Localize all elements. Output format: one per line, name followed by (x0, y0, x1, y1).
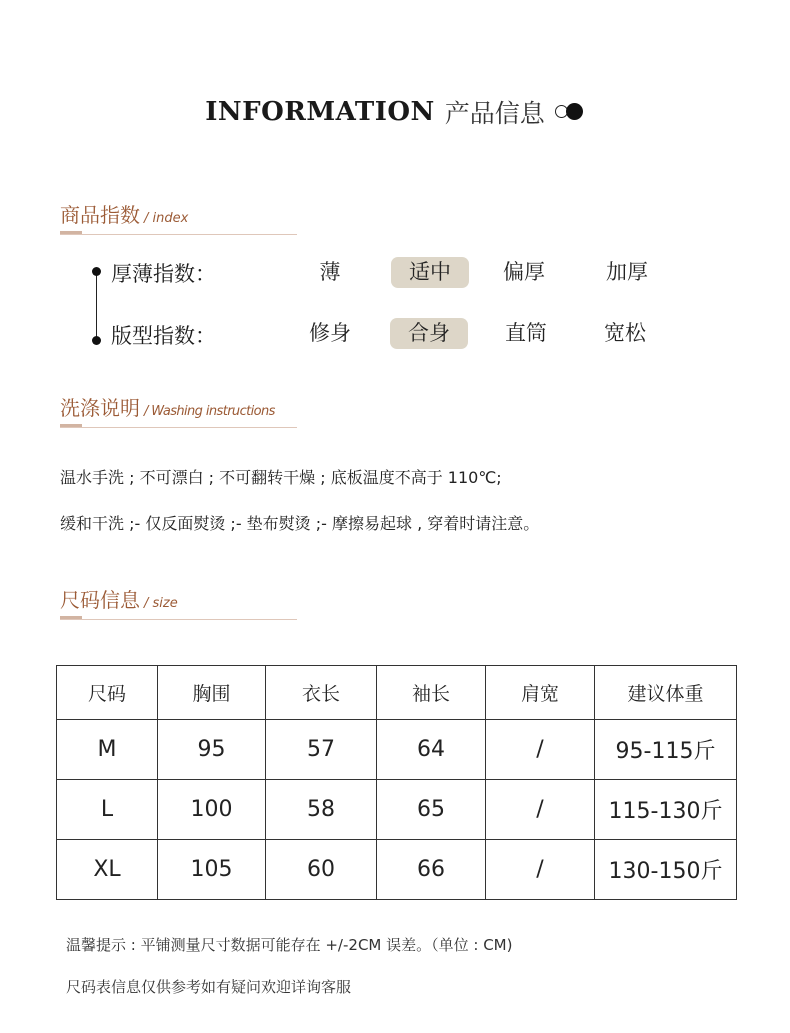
table-cell: 57 (266, 720, 377, 780)
reference-note: 尺码表信息仅供参考如有疑问欢迎详询客服 (66, 978, 352, 996)
table-cell: 130-150斤 (595, 840, 737, 900)
washing-instruction-line: 缓和干洗 ;- 仅反面熨烫 ;- 垫布熨烫 ;- 摩擦易起球 , 穿着时请注意。 (60, 514, 540, 533)
section-divider (60, 427, 297, 428)
fit-option-selected: 合身 (390, 318, 468, 349)
bullet-dot-icon (92, 267, 101, 276)
index-section-title (60, 199, 188, 228)
table-cell: 64 (377, 720, 486, 780)
table-header-row (57, 666, 737, 720)
thickness-option: 薄 (319, 260, 341, 284)
index-title-cn: 商品指数 (60, 203, 140, 227)
washing-section-title (60, 392, 275, 421)
thickness-option: 加厚 (606, 260, 648, 284)
table-row (57, 720, 737, 780)
table-header-cell: 肩宽 (486, 666, 595, 720)
measurement-note: 温馨提示 : 平铺测量尺寸数据可能存在 +/-2CM 误差。（单位 : CM) (66, 936, 513, 954)
header-title-cn: 产品信息 (444, 99, 545, 128)
size-title-en: / size (144, 596, 178, 611)
table-cell: 115-130斤 (595, 780, 737, 840)
table-header-cell: 袖长 (377, 666, 486, 720)
circles-icon (555, 102, 585, 122)
table-cell: 105 (158, 840, 266, 900)
table-cell: 95-115斤 (595, 720, 737, 780)
table-cell: L (57, 780, 158, 840)
bullet-dot-icon (92, 336, 101, 345)
section-accent (60, 424, 82, 427)
section-accent (60, 231, 82, 234)
washing-title-en: / Washing instructions (144, 404, 275, 419)
washing-title-cn: 洗涤说明 (60, 396, 140, 420)
index-connector-line (96, 274, 97, 340)
table-cell: 58 (266, 780, 377, 840)
header-title-en: INFORMATION (205, 97, 435, 127)
table-cell: / (486, 840, 595, 900)
table-cell: 66 (377, 840, 486, 900)
table-cell: 60 (266, 840, 377, 900)
table-header-cell: 胸围 (158, 666, 266, 720)
fit-option: 宽松 (604, 321, 646, 345)
size-title-cn: 尺码信息 (60, 588, 140, 612)
table-header-cell: 衣长 (266, 666, 377, 720)
fit-option: 修身 (309, 321, 351, 345)
table-cell: 95 (158, 720, 266, 780)
table-cell: / (486, 780, 595, 840)
table-cell: M (57, 720, 158, 780)
table-cell: / (486, 720, 595, 780)
page-header (0, 92, 790, 132)
thickness-option: 偏厚 (503, 260, 545, 284)
table-cell: 65 (377, 780, 486, 840)
fit-label: 版型指数： (111, 324, 216, 348)
section-accent (60, 616, 82, 619)
thickness-option-selected: 适中 (391, 257, 469, 288)
fit-option: 直筒 (505, 321, 547, 345)
section-divider (60, 619, 297, 620)
size-section-title (60, 584, 178, 613)
index-title-en: / index (144, 211, 189, 226)
size-table (56, 665, 737, 900)
washing-instruction-line: 温水手洗 ; 不可漂白 ; 不可翻转干燥 ; 底板温度不高于 110℃; (60, 468, 502, 487)
section-divider (60, 234, 297, 235)
thickness-label: 厚薄指数： (111, 262, 216, 286)
table-cell: 100 (158, 780, 266, 840)
table-header-cell: 建议体重 (595, 666, 737, 720)
table-header-cell: 尺码 (57, 666, 158, 720)
table-row (57, 780, 737, 840)
table-cell: XL (57, 840, 158, 900)
table-row (57, 840, 737, 900)
